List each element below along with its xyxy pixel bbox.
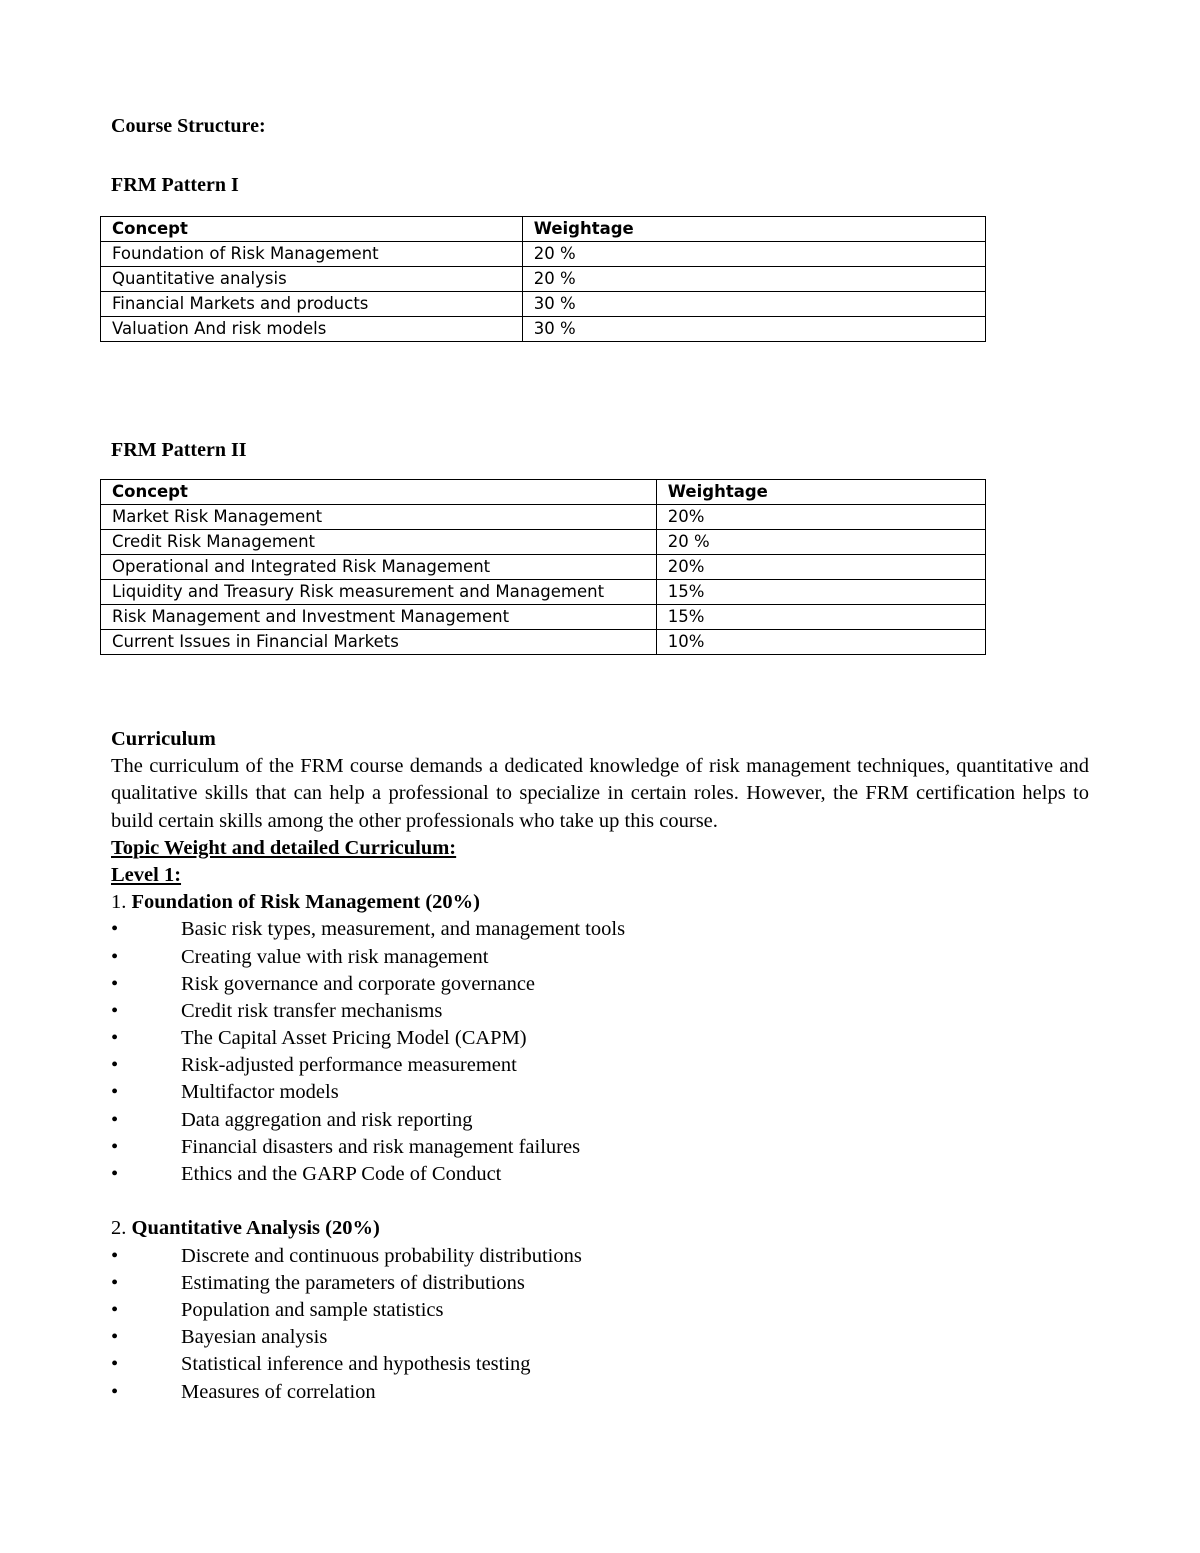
table-row	[101, 630, 986, 655]
bullet-icon: •	[111, 1054, 119, 1077]
bullet-icon: •	[111, 1326, 119, 1349]
list-item	[111, 1079, 1089, 1106]
table-row	[101, 530, 986, 555]
list-item	[111, 1161, 1089, 1188]
bullet-icon: •	[111, 1271, 119, 1294]
list-item	[111, 944, 1089, 971]
bullet-icon: •	[111, 1244, 119, 1267]
list-item-text: Risk-adjusted performance measurement	[181, 1054, 517, 1077]
bullet-icon: •	[111, 1135, 119, 1158]
table-row	[101, 555, 986, 580]
topic-weight-heading: Topic Weight and detailed Curriculum:	[111, 836, 457, 859]
table-row	[101, 267, 986, 292]
header-weightage: Weightage	[522, 217, 985, 242]
weightage-cell: 20 %	[656, 530, 985, 555]
table-row	[101, 605, 986, 630]
bullet-icon: •	[111, 999, 119, 1022]
list-item	[111, 1025, 1089, 1052]
list-item-text: Risk governance and corporate governance	[181, 972, 536, 995]
list-item	[111, 1297, 1089, 1324]
list-item-text: Financial disasters and risk management failures	[181, 1135, 581, 1158]
bullet-icon: •	[111, 1298, 119, 1321]
concept-cell: Liquidity and Treasury Risk measurement and Management	[101, 580, 657, 605]
section-title: Foundation of Risk Management (20%)	[131, 891, 481, 914]
curriculum-paragraph: The curriculum of the FRM course demands a dedicated knowledge of risk management techniques, quantitative and qualitative skills that can help a professional to specialize in certain roles. However, the FRM certification helps to build certain skills among the other professionals who take up this course.	[111, 755, 1089, 832]
list-item	[111, 1134, 1089, 1161]
bullet-icon: •	[111, 918, 119, 941]
list-item	[111, 1107, 1089, 1134]
table-header-row	[101, 480, 986, 505]
bullet-icon: •	[111, 1108, 119, 1131]
list-item-text: Multifactor models	[181, 1081, 339, 1104]
section-2-heading	[111, 1215, 1089, 1242]
list-item-text: Basic risk types, measurement, and management tools	[181, 918, 626, 941]
spacer	[111, 1188, 1089, 1215]
list-item	[111, 1243, 1089, 1270]
list-item-text: Ethics and the GARP Code of Conduct	[181, 1163, 502, 1186]
section-number: 2.	[111, 1217, 127, 1240]
concept-cell: Market Risk Management	[101, 505, 657, 530]
concept-cell: Risk Management and Investment Management	[101, 605, 657, 630]
list-item-text: Bayesian analysis	[181, 1326, 328, 1349]
section-1-heading	[111, 889, 1089, 916]
concept-cell: Credit Risk Management	[101, 530, 657, 555]
concept-cell: Operational and Integrated Risk Management	[101, 555, 657, 580]
section-number: 1.	[111, 891, 127, 914]
list-item	[111, 1052, 1089, 1079]
table-row	[101, 505, 986, 530]
concept-cell: Valuation And risk models	[101, 317, 523, 342]
bullet-icon: •	[111, 1027, 119, 1050]
list-item-text: Population and sample statistics	[181, 1298, 444, 1321]
weightage-cell: 20 %	[522, 267, 985, 292]
list-item	[111, 1270, 1089, 1297]
bullet-icon: •	[111, 1081, 119, 1104]
table-row	[101, 580, 986, 605]
list-item	[111, 971, 1089, 998]
bullet-icon: •	[111, 1163, 119, 1186]
weightage-cell: 20%	[656, 555, 985, 580]
list-item-text: The Capital Asset Pricing Model (CAPM)	[181, 1027, 527, 1050]
list-item	[111, 1379, 1089, 1406]
list-item	[111, 1324, 1089, 1351]
header-concept: Concept	[101, 480, 657, 505]
weightage-cell: 20 %	[522, 242, 985, 267]
pattern-2-heading: FRM Pattern II	[111, 439, 247, 461]
pattern-2-table	[100, 479, 986, 655]
section-title: Quantitative Analysis (20%)	[131, 1217, 380, 1240]
list-item-text: Statistical inference and hypothesis testing	[181, 1353, 531, 1376]
curriculum-section	[111, 726, 1089, 1406]
concept-cell: Financial Markets and products	[101, 292, 523, 317]
concept-cell: Foundation of Risk Management	[101, 242, 523, 267]
list-item	[111, 916, 1089, 943]
weightage-cell: 10%	[656, 630, 985, 655]
concept-cell: Current Issues in Financial Markets	[101, 630, 657, 655]
pattern-1-heading: FRM Pattern I	[111, 174, 239, 196]
course-structure-heading: Course Structure:	[111, 115, 266, 137]
weightage-cell: 20%	[656, 505, 985, 530]
table-row	[101, 317, 986, 342]
concept-cell: Quantitative analysis	[101, 267, 523, 292]
list-item-text: Estimating the parameters of distributions	[181, 1271, 525, 1294]
curriculum-heading: Curriculum	[111, 728, 216, 750]
list-item-text: Credit risk transfer mechanisms	[181, 999, 443, 1022]
weightage-cell: 30 %	[522, 292, 985, 317]
list-item	[111, 998, 1089, 1025]
weightage-cell: 30 %	[522, 317, 985, 342]
level-heading: Level 1:	[111, 863, 182, 886]
table-row	[101, 242, 986, 267]
list-item-text: Discrete and continuous probability distributions	[181, 1244, 582, 1267]
bullet-icon: •	[111, 1353, 119, 1376]
header-concept: Concept	[101, 217, 523, 242]
weightage-cell: 15%	[656, 605, 985, 630]
list-item	[111, 1351, 1089, 1378]
list-item-text: Data aggregation and risk reporting	[181, 1108, 473, 1131]
header-weightage: Weightage	[656, 480, 985, 505]
bullet-icon: •	[111, 972, 119, 995]
table-header-row	[101, 217, 986, 242]
pattern-1-table	[100, 216, 986, 342]
table-row	[101, 292, 986, 317]
list-item-text: Creating value with risk management	[181, 945, 489, 968]
weightage-cell: 15%	[656, 580, 985, 605]
bullet-icon: •	[111, 1380, 119, 1403]
list-item-text: Measures of correlation	[181, 1380, 376, 1403]
bullet-icon: •	[111, 945, 119, 968]
